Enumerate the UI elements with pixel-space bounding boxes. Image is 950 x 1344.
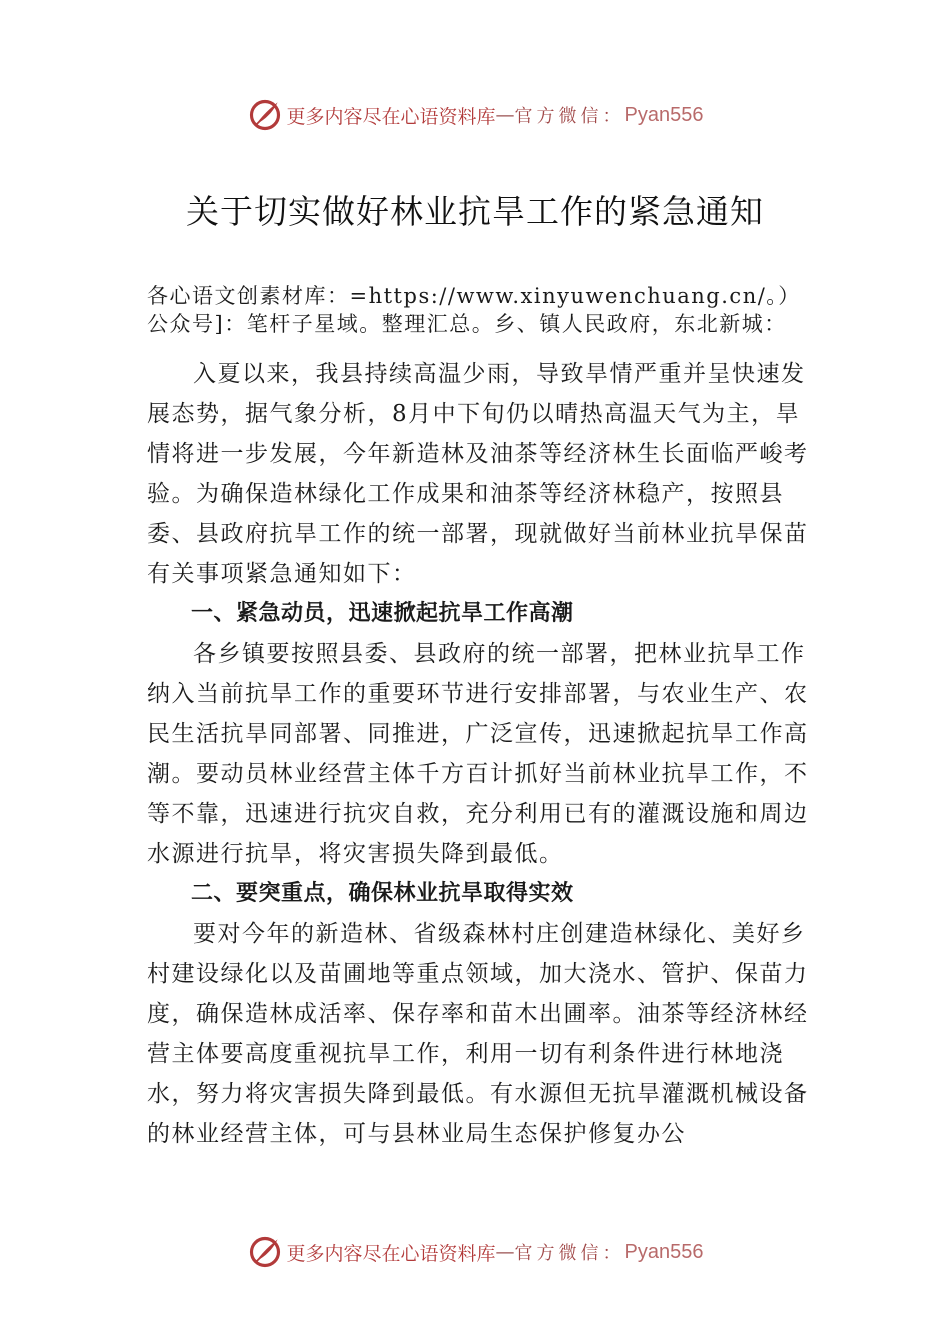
footer-watermark — [0, 1232, 950, 1272]
section-1-paragraph: 各乡镇要按照县委、县政府的统一部署，把林业抗旱工作纳入当前抗旱工作的重要环节进行安排部署，与农业生产、农民生活抗旱同部署、同推进，广泛宣传，迅速掀起抗旱工作高潮。要动员林业经营主体千方百计抓好当前林业抗旱工作，不等不靠，迅速进行抗灾自救，充分利用已有的灌溉设施和周边水源进行抗旱，将灾害损失降到最低。 — [147, 641, 809, 867]
section-1-heading: 一、紧急动员，迅速掀起抗旱工作高潮 — [191, 601, 574, 626]
watermark-wechat-id: Pyan556 — [624, 103, 704, 126]
watermark-main-text: 更多内容尽在心语资料库 — [286, 1242, 496, 1265]
document-title: 关于切实做好林业抗旱工作的紧急通知 — [186, 192, 764, 231]
watermark-dash: — — [495, 104, 515, 126]
quill-logo-icon — [247, 1234, 283, 1270]
section-2-heading: 二、要突重点，确保林业抗旱取得实效 — [191, 881, 574, 906]
watermark-wechat-id: Pyan556 — [624, 1240, 704, 1263]
header-watermark — [0, 95, 950, 135]
watermark-wechat-label: 官方微信： — [514, 106, 625, 127]
watermark-main-text: 更多内容尽在心语资料库 — [286, 105, 496, 128]
document-body — [147, 282, 819, 1154]
section-2-paragraph: 要对今年的新造林、省级森林村庄创建造林绿化、美好乡村建设绿化以及苗圃地等重点领域，加大浇水、管护、保苗力度，确保造林成活率、保存率和苗木出圃率。油茶等经济林经营主体要高度重视抗旱工作，利用一切有利条件进行林地浇水，努力将灾害损失降到最低。有水源但无抗旱灌溉机械设备的林业经营主体，可与县林业局生态保护修复办公 — [147, 921, 809, 1147]
watermark-wechat-label: 官方微信： — [514, 1243, 625, 1264]
intro-paragraph: 入夏以来，我县持续高温少雨，导致旱情严重并呈快速发展态势，据气象分析，8月中下旬仍以晴热高温天气为主，旱情将进一步发展，今年新造林及油茶等经济林生长面临严峻考验。为确保造林绿化工作成果和油茶等经济林稳产，按照县委、县政府抗旱工作的统一部署，现就做好当前林业抗旱保苗有关事项紧急通知如下： — [147, 361, 809, 587]
addressee-line: 各心语文创素材库：=https://www.xinyuwenchuang.cn/。）公众号]：笔杆子星域。整理汇总。乡、镇人民政府，东北新城： — [147, 284, 801, 336]
watermark-dash: — — [495, 1241, 515, 1263]
quill-logo-icon — [247, 97, 283, 133]
